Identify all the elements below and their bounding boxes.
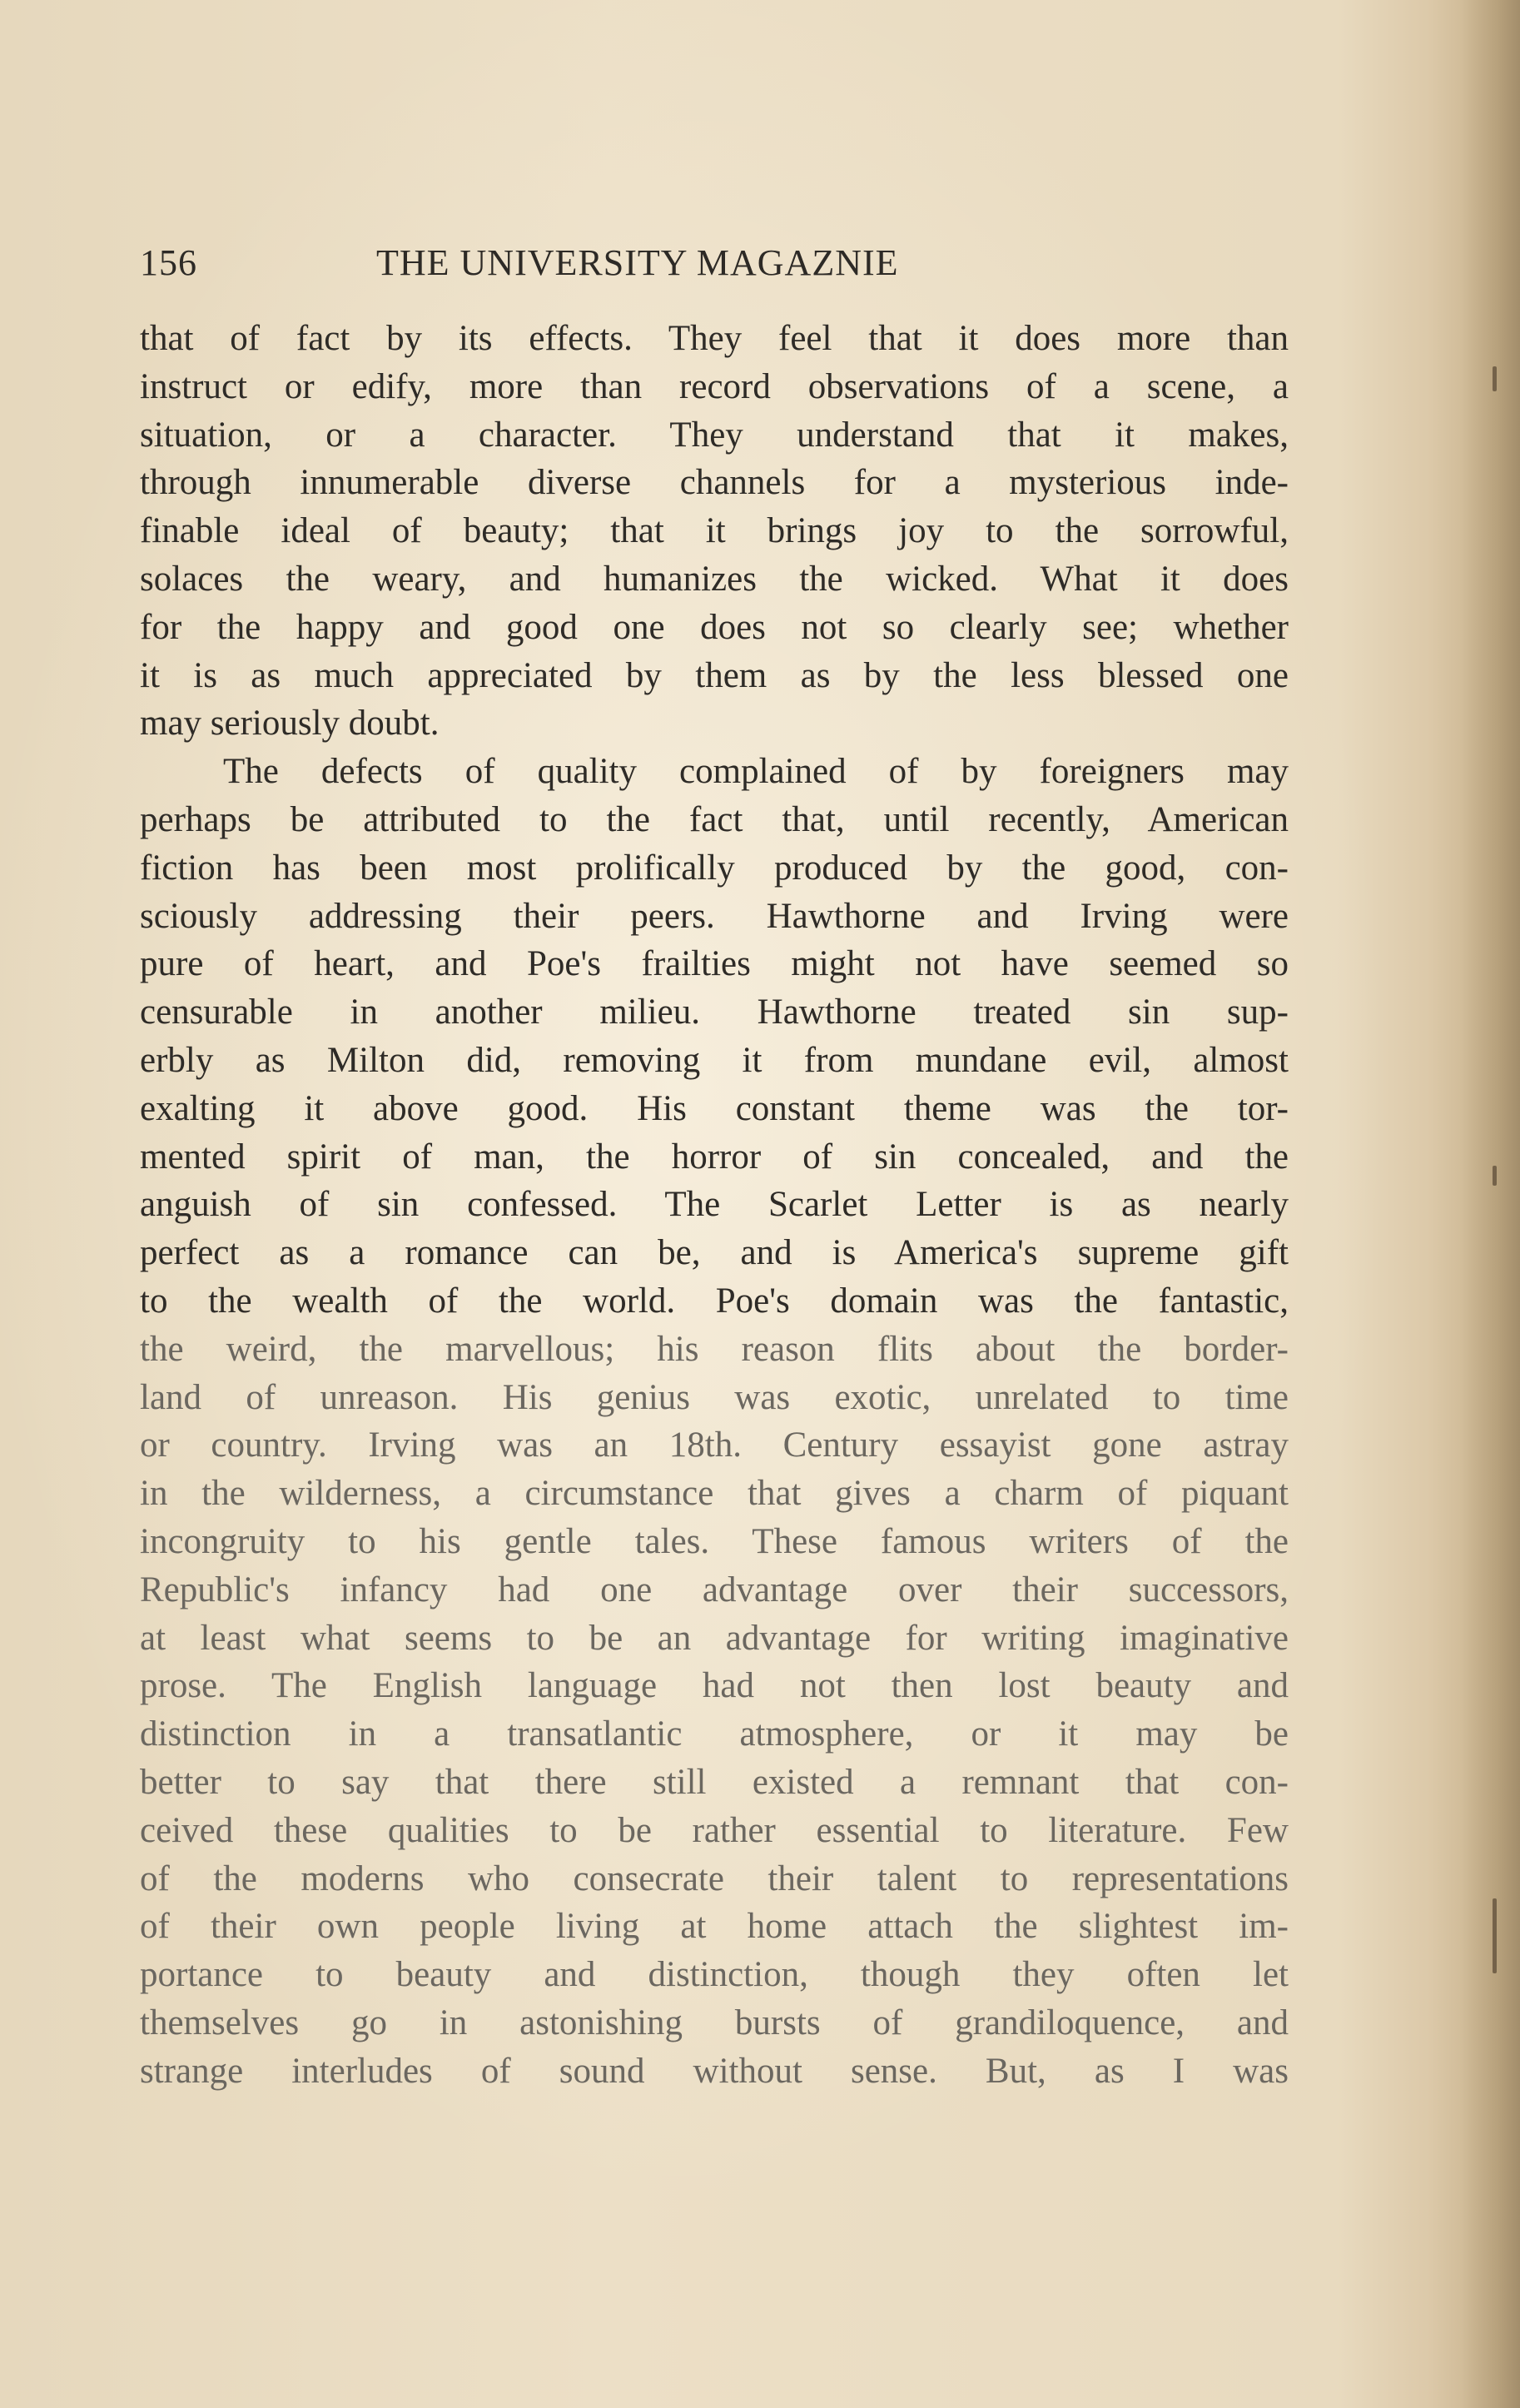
text-line: pure of heart, and Poe's frailties might not have seemed so bbox=[140, 944, 1289, 984]
text-line: may seriously doubt. bbox=[140, 704, 440, 744]
text-line: at least what seems to be an advantage for writing imaginative bbox=[140, 1618, 1289, 1658]
text-line: Republic's infancy had one advantage over their successors, bbox=[140, 1570, 1289, 1609]
text-line: solaces the weary, and humanizes the wicked. What it does bbox=[140, 559, 1289, 599]
text-line: incongruity to his gentle tales. These famous writers of the bbox=[140, 1521, 1289, 1561]
body-text bbox=[140, 315, 1289, 2095]
text-line: erbly as Milton did, removing it from mundane evil, almost bbox=[140, 1040, 1289, 1080]
text-line: better to say that there still existed a remnant that con- bbox=[140, 1762, 1289, 1802]
edge-mark bbox=[1493, 366, 1497, 391]
text-line: or country. Irving was an 18th. Century essayist gone astray bbox=[140, 1425, 1289, 1465]
text-line: exalting it above good. His constant theme was the tor- bbox=[140, 1088, 1289, 1128]
text-line: ceived these qualities to be rather essential to literature. Few bbox=[140, 1810, 1289, 1850]
text-line: finable ideal of beauty; that it brings joy to the sorrowful, bbox=[140, 511, 1289, 551]
text-line: the weird, the marvellous; his reason flits about the border- bbox=[140, 1329, 1289, 1369]
text-line: The defects of quality complained of by foreigners may bbox=[223, 752, 1289, 792]
text-line: fiction has been most prolifically produced by the good, con- bbox=[140, 848, 1289, 888]
text-line: land of unreason. His genius was exotic, unrelated to time bbox=[140, 1377, 1289, 1417]
text-line: mented spirit of man, the horror of sin concealed, and the bbox=[140, 1137, 1289, 1177]
text-line: for the happy and good one does not so clearly see; whether bbox=[140, 607, 1289, 647]
text-line: themselves go in astonishing bursts of grandiloquence, and bbox=[140, 2003, 1289, 2042]
text-line: of their own people living at home attach the slightest im- bbox=[140, 1907, 1289, 1947]
text-line: to the wealth of the world. Poe's domain was the fantastic, bbox=[140, 1281, 1289, 1321]
text-line: in the wilderness, a circumstance that gives a charm of piquant bbox=[140, 1474, 1289, 1514]
text-line: strange interludes of sound without sense. But, as I was bbox=[140, 2051, 1289, 2091]
text-line: it is as much appreciated by them as by the less blessed one bbox=[140, 655, 1289, 695]
text-line: sciously addressing their peers. Hawthorne and Irving were bbox=[140, 896, 1289, 936]
text-line: through innumerable diverse channels for a mysterious inde- bbox=[140, 463, 1289, 503]
text-line: censurable in another milieu. Hawthorne treated sin sup- bbox=[140, 993, 1289, 1032]
text-line: portance to beauty and distinction, though they often let bbox=[140, 1955, 1289, 1995]
page-header bbox=[140, 241, 1289, 291]
text-line: of the moderns who consecrate their talent to representations bbox=[140, 1858, 1289, 1898]
running-title: THE UNIVERSITY MAGAZNIE bbox=[376, 242, 899, 283]
text-line: perfect as a romance can be, and is America's supreme gift bbox=[140, 1233, 1289, 1273]
page-number: 156 bbox=[140, 242, 197, 283]
edge-mark bbox=[1493, 1898, 1497, 1973]
text-line: instruct or edify, more than record observations of a scene, a bbox=[140, 366, 1289, 406]
text-line: distinction in a transatlantic atmosphere, or it may be bbox=[140, 1714, 1289, 1754]
edge-mark bbox=[1493, 1166, 1497, 1186]
text-line: that of fact by its effects. They feel that it does more than bbox=[140, 319, 1289, 358]
binding-shadow bbox=[1462, 0, 1520, 2408]
text-line: anguish of sin confessed. The Scarlet Letter is as nearly bbox=[140, 1185, 1289, 1225]
text-line: perhaps be attributed to the fact that, until recently, American bbox=[140, 799, 1289, 839]
text-line: prose. The English language had not then lost beauty and bbox=[140, 1666, 1289, 1706]
text-line: situation, or a character. They understand that it makes, bbox=[140, 415, 1289, 455]
